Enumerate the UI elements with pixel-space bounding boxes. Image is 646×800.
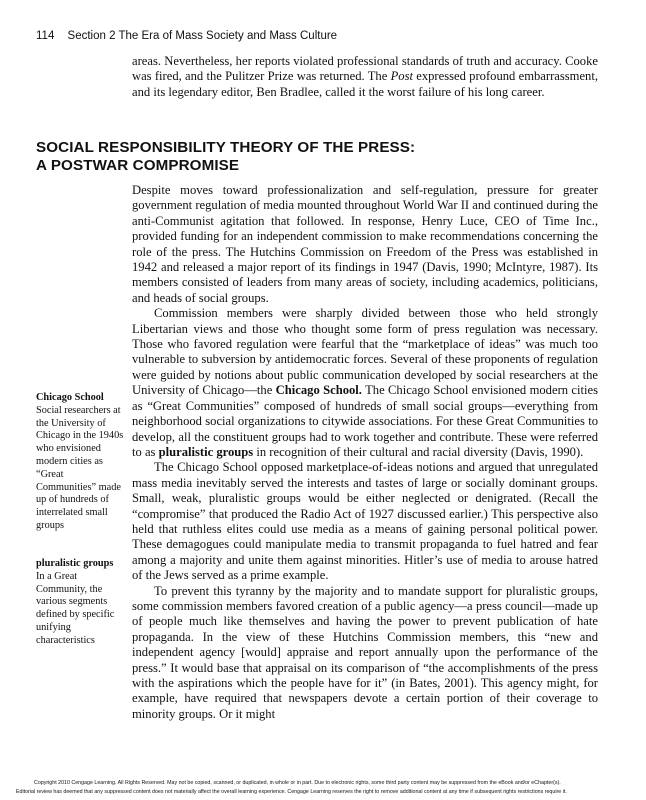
main-body [132, 183, 598, 722]
margin-note-pluralistic-groups [36, 558, 126, 648]
margin-note-term: Chicago School [36, 392, 104, 403]
section-title: Section 2 The Era of Mass Society and Mass Culture [67, 30, 338, 42]
heading-line-2: A POSTWAR COMPROMISE [36, 157, 240, 174]
heading-line-1: SOCIAL RESPONSIBILITY THEORY OF THE PRESS: [36, 139, 416, 156]
margin-note-term: pluralistic groups [36, 558, 114, 569]
paragraph-4: To prevent this tyranny by the majority and to mandate support for pluralistic groups, some commission members favored creation of a public agency—a press council—made up of people much like themselves and having the power to prevent publication of hate propaganda. In the view of these Hutchins Commission members, this “new and independent agency [would] appraise and report annually upon the performance of the press.” It would base that appraisal on its comparison of “the accomplishments of the press with the aspirations which the people have for it” (in Bates, 2001). This agency might, for example, have required that newspapers devote a certain portion of their coverage to minority groups. Or it might [132, 583, 598, 721]
margin-note-definition: In a Great Community, the various segments defined by specific unifying characteristics [36, 570, 115, 646]
page-number: 114 [36, 30, 55, 42]
margin-note-chicago-school [36, 392, 126, 533]
copyright-footer: Copyright 2010 Cengage Learning. All Rights Reserved. May not be copied, scanned, or duplicated, in whole or in part. Due to electronic rights, some third party content may be suppressed from the eBook and/or eChapter(s). [34, 780, 561, 786]
key-term-chicago-school: Chicago School. [275, 383, 362, 398]
paragraph-2: Commission members were sharply divided between those who held strongly Libertarian views and those who thought some form of press regulation was necessary. Those who favored regulation were fearful that the “marketplace of ideas” was much too vulnerable to subversion by antidemocratic forces. Several of these proponents of regulation were guided by notions about public communication developed by social researchers at the University of Chicago—the Chicago School. The Chicago School envisioned modern cities as “Great Communities” composed of hundreds of small social groups—everything from neighborhood social organizations to citywide associations. For these Great Communities to develop, all the constituent groups had to work together and contribute. These were referred to as pluralistic groups in recognition of their cultural and racial diversity (Davis, 1990). [132, 306, 598, 459]
section-heading [36, 139, 415, 175]
intro-text: areas. Nevertheless, her reports violated professional standards of truth and accuracy. Cooke was fired, and the Pulitzer Prize was returned. The Post expressed profound embarrassment, and its legendary editor, Ben Bradlee, called it the worst failure of his long career. [132, 54, 598, 99]
paragraph-3: The Chicago School opposed marketplace-of-ideas notions and argued that unregulated mass media inevitably served the interests and tastes of large or socially dominant groups. Small, weak, pluralistic groups would be either neglected or denigrated. (Recall the “compromise” that produced the Radio Act of 1927 discussed earlier.) This perspective also held that ruthless elites could use media as a means of gaining personal political power. These demagogues could manipulate media to transmit propaganda to fuel hatred and fear among a majority and unite them against minorities. Hitler’s use of media to arouse hatred of the Jews served as a prime example. [132, 460, 598, 583]
publication-name: Post [390, 69, 413, 84]
key-term-pluralistic-groups: pluralistic groups [158, 444, 254, 459]
running-head [36, 30, 337, 42]
intro-paragraph [132, 54, 598, 100]
margin-note-definition: Social researchers at the University of Chicago in the 1940s who envisioned modern cities as “Great Communities” made up of hundreds of interrelated small groups [36, 404, 124, 531]
paragraph-1: Despite moves toward professionalization and self-regulation, pressure for greater government regulation of media mounted throughout World War II and continued during the anti-Communist agitation that followed. In response, Henry Luce, CEO of Time Inc., provided funding for an independent commission to make recommendations concerning the role of the press. The Hutchins Commission on Freedom of the Press was established in 1942 and released a major report of its findings in 1947 (Davis, 1990; McIntyre, 1987). Its members consisted of leaders from many areas of society, including academics, politicians, and heads of social groups. [132, 183, 598, 305]
editorial-footer: Editorial review has deemed that any suppressed content does not materially affect the overall learning experience. Cengage Learning reserves the right to remove additional content at any time if subsequent rights restrictions require it. [16, 789, 567, 795]
